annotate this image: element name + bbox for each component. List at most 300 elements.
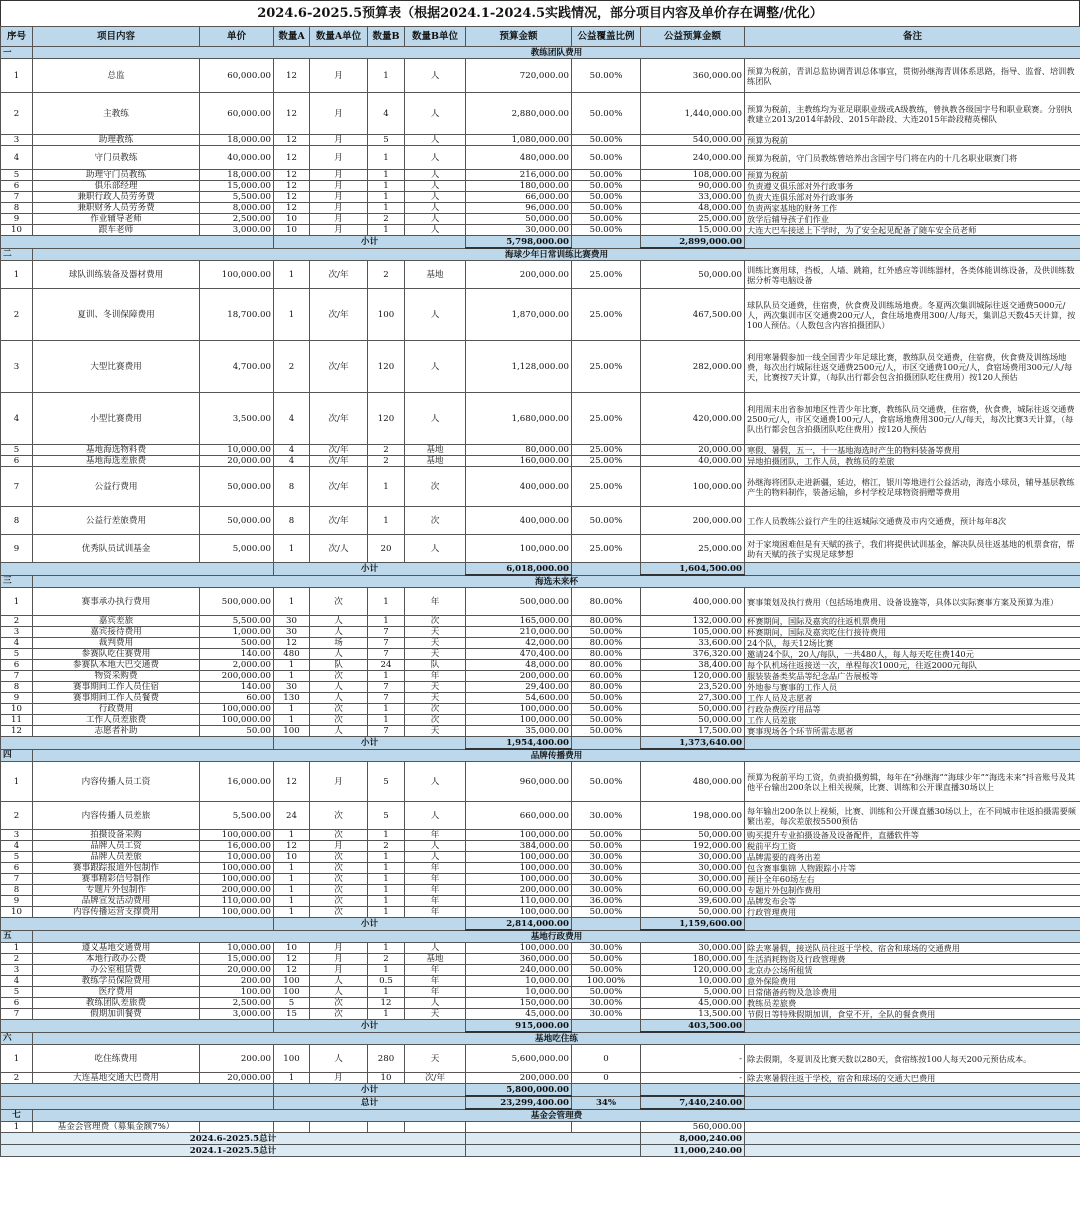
row-note: 行政管理费用 — [745, 907, 1080, 918]
row-qty-b: 2 — [368, 214, 405, 225]
table-row — [1, 907, 1080, 918]
row-price: 140.00 — [200, 682, 274, 693]
row-price: 18,000.00 — [200, 135, 274, 146]
table-row — [1, 1073, 1080, 1084]
row-ratio: 100.00% — [572, 976, 641, 987]
row-ratio: 50.00% — [572, 627, 641, 638]
table-row — [1, 289, 1080, 341]
row-unit-a: 人 — [310, 682, 368, 693]
row-price: 200,000.00 — [200, 671, 274, 682]
row-qty-b: 1 — [368, 192, 405, 203]
row-item: 基地海选差旅费 — [33, 456, 200, 467]
row-budget: 960,000.00 — [466, 762, 572, 802]
row-price: 5,500.00 — [200, 802, 274, 830]
row-unit-a: 月 — [310, 192, 368, 203]
row-note: 工作人员差旅 — [745, 715, 1080, 726]
row-qty-b: 2 — [368, 445, 405, 456]
row-unit-b: 人 — [405, 146, 466, 170]
row-budget: 500,000.00 — [466, 588, 572, 616]
row-price: 18,000.00 — [200, 170, 274, 181]
section-number: 六 — [1, 1032, 33, 1045]
row-note: 赛事策划及执行费用（包括场地费用、设备设施等，具体以实际赛事方案及预算为准） — [745, 588, 1080, 616]
row-item: 兼职行政人员劳务费 — [33, 192, 200, 203]
row-unit-a: 月 — [310, 214, 368, 225]
row-public-budget: 10,000.00 — [641, 976, 745, 987]
row-unit-a: 月 — [310, 225, 368, 236]
row-item: 参赛队吃住赛费用 — [33, 649, 200, 660]
row-number: 9 — [1, 535, 33, 563]
row-public-budget: 20,000.00 — [641, 445, 745, 456]
subtotal-label: 小计 — [274, 1084, 466, 1097]
row-unit-b: 人 — [405, 802, 466, 830]
row-budget: 50,000.00 — [466, 214, 572, 225]
row-qty-a: 10 — [274, 852, 310, 863]
row-note: 意外保险费用 — [745, 976, 1080, 987]
row-price: 40,000.00 — [200, 146, 274, 170]
table-row — [1, 715, 1080, 726]
subtotal-note — [745, 918, 1080, 931]
table-row — [1, 507, 1080, 535]
section-number: 七 — [1, 1109, 33, 1122]
row-qty-a: 12 — [274, 93, 310, 135]
row-qty-b: 1 — [368, 896, 405, 907]
row-item: 赛事跟踪报道外包制作 — [33, 863, 200, 874]
table-row — [1, 146, 1080, 170]
row-price: 10,000.00 — [200, 445, 274, 456]
row-unit-b: 人 — [405, 535, 466, 563]
row-unit-b: 年 — [405, 671, 466, 682]
table-row — [1, 588, 1080, 616]
subtotal-public-budget: 2,899,000.00 — [641, 236, 745, 249]
row-price: 200,000.00 — [200, 885, 274, 896]
row-ratio: 50.00% — [572, 704, 641, 715]
row-qty-a: 130 — [274, 693, 310, 704]
row-number: 7 — [1, 467, 33, 507]
row-qty-a: 8 — [274, 507, 310, 535]
table-row — [1, 704, 1080, 715]
row-number: 4 — [1, 393, 33, 445]
section-title: 基金会管理费 — [33, 1109, 1080, 1122]
row-qty-a: 12 — [274, 638, 310, 649]
row-ratio: 50.00% — [572, 192, 641, 203]
row-qty-b: 1 — [368, 507, 405, 535]
row-note: 预计全年60场左右 — [745, 874, 1080, 885]
row-public-budget: 33,000.00 — [641, 192, 745, 203]
subtotal-row — [1, 737, 1080, 750]
row-note: 日常储备药物及急诊费用 — [745, 987, 1080, 998]
row-budget: 35,000.00 — [466, 726, 572, 737]
row-unit-a: 月 — [310, 93, 368, 135]
row-ratio: 80.00% — [572, 638, 641, 649]
row-ratio — [572, 1122, 641, 1133]
row-unit-b: 次 — [405, 715, 466, 726]
table-row — [1, 467, 1080, 507]
row-unit-a: 次/年 — [310, 445, 368, 456]
table-row — [1, 59, 1080, 93]
subtotal-row — [1, 563, 1080, 576]
row-qty-a: 12 — [274, 181, 310, 192]
row-note: 放学后辅导孩子们作业 — [745, 214, 1080, 225]
row-item: 品牌人员工资 — [33, 841, 200, 852]
row-number: 12 — [1, 726, 33, 737]
row-unit-a: 人 — [310, 649, 368, 660]
row-ratio: 25.00% — [572, 445, 641, 456]
row-unit-a: 月 — [310, 841, 368, 852]
row-budget: 100,000.00 — [466, 704, 572, 715]
row-note: 利用周末出省参加地区性青少年比赛，教练队员交通费，住宿费，伙食费，城际往返交通费2500元/人，市区交通费100元/人，食宿场地费用300元/人/每天，每次比赛3天计算，（每队出行都会包含拍摄团队吃住费用）按120人预估 — [745, 393, 1080, 445]
table-row — [1, 135, 1080, 146]
row-budget: 100,000.00 — [466, 852, 572, 863]
row-unit-b: 天 — [405, 638, 466, 649]
row-public-budget: 240,000.00 — [641, 146, 745, 170]
row-item: 工作人员差旅费 — [33, 715, 200, 726]
row-number: 1 — [1, 261, 33, 289]
row-price: 100.00 — [200, 987, 274, 998]
row-qty-b: 1 — [368, 704, 405, 715]
row-item: 赛事精彩信号制作 — [33, 874, 200, 885]
row-number: 5 — [1, 445, 33, 456]
row-item: 赛事期间工作人员住宿 — [33, 682, 200, 693]
row-note: 品牌发布会等 — [745, 896, 1080, 907]
row-number: 6 — [1, 660, 33, 671]
subtotal-spacer — [1, 236, 274, 249]
row-unit-b: 人 — [405, 393, 466, 445]
section-number: 三 — [1, 575, 33, 588]
section-header — [1, 749, 1080, 762]
row-qty-b: 1 — [368, 907, 405, 918]
row-note: 工作人员及志愿者 — [745, 693, 1080, 704]
row-qty-a: 12 — [274, 135, 310, 146]
subtotal-budget: 915,000.00 — [466, 1020, 572, 1033]
row-public-budget: 50,000.00 — [641, 907, 745, 918]
row-qty-a: 12 — [274, 170, 310, 181]
row-number: 10 — [1, 907, 33, 918]
row-unit-a: 次/人 — [310, 535, 368, 563]
row-ratio: 50.00% — [572, 225, 641, 236]
row-note: 每个队机场往返接送一次，单程每次1000元，往返2000元每队 — [745, 660, 1080, 671]
row-note: 预算为税前，主教练均为亚足联职业级或A级教练，曾执教各级国字号和职业联赛。分别执教建立2013/2014年龄段、2015年龄段、大连2015年龄段精英梯队 — [745, 93, 1080, 135]
grand-total-label: 2024.6-2025.5总计 — [1, 1133, 466, 1145]
section-number: 五 — [1, 930, 33, 943]
row-public-budget: 420,000.00 — [641, 393, 745, 445]
row-budget: 200,000.00 — [466, 671, 572, 682]
row-note: 北京办公场所租赁 — [745, 965, 1080, 976]
row-unit-a: 人 — [310, 616, 368, 627]
section-title: 海选未来杯 — [33, 575, 1080, 588]
row-ratio: 50.00% — [572, 830, 641, 841]
row-public-budget: 60,000.00 — [641, 885, 745, 896]
row-number: 10 — [1, 225, 33, 236]
row-number: 1 — [1, 943, 33, 954]
subtotal-ratio — [572, 918, 641, 931]
section-title: 海球少年日常训练比赛费用 — [33, 248, 1080, 261]
row-qty-b: 1 — [368, 671, 405, 682]
row-public-budget: 17,500.00 — [641, 726, 745, 737]
row-unit-b: 人 — [405, 170, 466, 181]
row-public-budget: 480,000.00 — [641, 762, 745, 802]
row-budget: 360,000.00 — [466, 954, 572, 965]
table-row — [1, 726, 1080, 737]
section-header — [1, 1109, 1080, 1122]
row-unit-a: 人 — [310, 693, 368, 704]
row-qty-b: 1 — [368, 203, 405, 214]
row-item: 主教练 — [33, 93, 200, 135]
row-unit-a: 月 — [310, 181, 368, 192]
row-item: 物资采购费 — [33, 671, 200, 682]
row-unit-a: 次/年 — [310, 467, 368, 507]
row-price: 10,000.00 — [200, 943, 274, 954]
row-budget: 160,000.00 — [466, 456, 572, 467]
row-item: 助理守门员教练 — [33, 170, 200, 181]
row-price: 20,000.00 — [200, 456, 274, 467]
grand-total-spacer — [466, 1145, 641, 1157]
row-qty-b: 24 — [368, 660, 405, 671]
row-qty-a: 30 — [274, 682, 310, 693]
row-qty-b: 7 — [368, 649, 405, 660]
table-row — [1, 393, 1080, 445]
grand-total-note — [745, 1145, 1080, 1157]
row-qty-b: 2 — [368, 261, 405, 289]
grand-total-note — [745, 1133, 1080, 1145]
row-price: 200.00 — [200, 976, 274, 987]
table-row — [1, 1122, 1080, 1133]
row-unit-b: 年 — [405, 830, 466, 841]
header-no: 序号 — [1, 27, 33, 47]
row-public-budget: 40,000.00 — [641, 456, 745, 467]
row-ratio: 30.00% — [572, 885, 641, 896]
row-budget: 42,000.00 — [466, 638, 572, 649]
row-budget: 100,000.00 — [466, 874, 572, 885]
section-title: 基地吃住练 — [33, 1032, 1080, 1045]
row-note: 每年输出200条以上视频，比赛、训练和公开课直播30场以上，在不同城市往返拍摄需要频繁出差，每次差旅按5500预估 — [745, 802, 1080, 830]
row-item: 球队训练装备及器材费用 — [33, 261, 200, 289]
row-number: 2 — [1, 616, 33, 627]
row-unit-a: 月 — [310, 146, 368, 170]
row-unit-a: 次 — [310, 830, 368, 841]
row-number: 6 — [1, 998, 33, 1009]
row-item: 夏训、冬训保障费用 — [33, 289, 200, 341]
row-qty-b: 1 — [368, 874, 405, 885]
table-row — [1, 830, 1080, 841]
row-note: 预算为税前 — [745, 135, 1080, 146]
row-ratio: 25.00% — [572, 535, 641, 563]
row-unit-a: 月 — [310, 965, 368, 976]
row-qty-b: 1 — [368, 616, 405, 627]
row-number: 5 — [1, 852, 33, 863]
row-item: 大型比赛费用 — [33, 341, 200, 393]
row-number: 7 — [1, 192, 33, 203]
row-unit-b: 年 — [405, 874, 466, 885]
row-note: 预算为税前，青训总监协调青训总体事宜，贯彻孙继海青训体系思路，指导、监督、培训教练团队 — [745, 59, 1080, 93]
row-price: 2,500.00 — [200, 214, 274, 225]
row-item: 裁判费用 — [33, 638, 200, 649]
table-row — [1, 627, 1080, 638]
row-price: 16,000.00 — [200, 762, 274, 802]
row-unit-a: 次/年 — [310, 289, 368, 341]
row-qty-a: 1 — [274, 863, 310, 874]
row-number: 4 — [1, 841, 33, 852]
row-qty-a: 1 — [274, 261, 310, 289]
row-price: 15,000.00 — [200, 181, 274, 192]
row-price: 3,000.00 — [200, 225, 274, 236]
row-number: 6 — [1, 181, 33, 192]
row-number: 6 — [1, 863, 33, 874]
subtotal-row — [1, 1020, 1080, 1033]
row-price: 3,500.00 — [200, 393, 274, 445]
row-note: 球队队员交通费，住宿费，伙食费及训练场地费。冬夏两次集训城际往返交通费5000元/人，两次集训市区交通费200元/人，食住场地费用300/人/每天，集训总天数45天计算，按100人预估。（人数包含内容拍摄团队） — [745, 289, 1080, 341]
row-note: 负责大连俱乐部对外行政事务 — [745, 192, 1080, 203]
row-item: 医疗费用 — [33, 987, 200, 998]
table-row — [1, 341, 1080, 393]
row-qty-a: 12 — [274, 762, 310, 802]
row-public-budget: 45,000.00 — [641, 998, 745, 1009]
header-public: 公益预算金额 — [641, 27, 745, 47]
subtotal-ratio — [572, 236, 641, 249]
row-price: 60,000.00 — [200, 93, 274, 135]
subtotal-public-budget — [641, 1084, 745, 1097]
row-ratio: 30.00% — [572, 874, 641, 885]
row-public-budget: 282,000.00 — [641, 341, 745, 393]
row-note: 专题片外包制作费用 — [745, 885, 1080, 896]
row-ratio: 30.00% — [572, 1009, 641, 1020]
row-item: 内容传播人员差旅 — [33, 802, 200, 830]
grand-total-spacer — [466, 1133, 641, 1145]
row-number: 8 — [1, 885, 33, 896]
row-qty-b: 1 — [368, 467, 405, 507]
subtotal-label: 小计 — [274, 236, 466, 249]
subtotal-label: 小计 — [274, 737, 466, 750]
row-price: 100,000.00 — [200, 863, 274, 874]
row-note: 预算为税前平均工资，负责拍摄剪辑，每年在“孙继海”“海球少年”“海选未来”抖音账号及其他平台输出200条以上相关视频，比赛、训练和公开课直播30场以上 — [745, 762, 1080, 802]
table-row — [1, 874, 1080, 885]
row-price: 50.00 — [200, 726, 274, 737]
row-note: 对于家境困难但是有天赋的孩子，我们将提供试训基金，解决队员往返基地的机票食宿，帮助有天赋的孩子实现足球梦想 — [745, 535, 1080, 563]
row-price: 50,000.00 — [200, 467, 274, 507]
row-qty-a: 1 — [274, 874, 310, 885]
row-unit-b: 人 — [405, 289, 466, 341]
row-unit-b: 年 — [405, 907, 466, 918]
row-public-budget: 30,000.00 — [641, 874, 745, 885]
row-qty-a: 100 — [274, 726, 310, 737]
row-qty-b: 100 — [368, 289, 405, 341]
row-unit-b: 年 — [405, 896, 466, 907]
table-row — [1, 841, 1080, 852]
row-budget: 200,000.00 — [466, 885, 572, 896]
row-ratio: 25.00% — [572, 393, 641, 445]
row-qty-a: 1 — [274, 704, 310, 715]
subtotal-label: 小计 — [274, 918, 466, 931]
row-budget: 110,000.00 — [466, 896, 572, 907]
subtotal-row — [1, 236, 1080, 249]
row-price: 50,000.00 — [200, 507, 274, 535]
row-public-budget: 200,000.00 — [641, 507, 745, 535]
row-qty-b: 1 — [368, 59, 405, 93]
row-budget: 54,600.00 — [466, 693, 572, 704]
row-price — [200, 1122, 274, 1133]
row-public-budget: 467,500.00 — [641, 289, 745, 341]
row-note: 工作人员教练公益行产生的往返城际交通费及市内交通费，预计每年8次 — [745, 507, 1080, 535]
row-price: 1,000.00 — [200, 627, 274, 638]
row-ratio: 80.00% — [572, 649, 641, 660]
row-unit-a: 月 — [310, 954, 368, 965]
row-public-budget: 540,000.00 — [641, 135, 745, 146]
row-public-budget: 192,000.00 — [641, 841, 745, 852]
table-row — [1, 93, 1080, 135]
row-price: 60.00 — [200, 693, 274, 704]
row-ub — [405, 1122, 466, 1133]
row-unit-a: 次 — [310, 1009, 368, 1020]
row-price: 100,000.00 — [200, 874, 274, 885]
subtotal-row — [1, 918, 1080, 931]
table-row — [1, 181, 1080, 192]
row-public-budget: 33,600.00 — [641, 638, 745, 649]
row-qty-b: 1 — [368, 852, 405, 863]
row-unit-b: 队 — [405, 660, 466, 671]
row-qty-b: 5 — [368, 135, 405, 146]
row-note: 教练员差旅费 — [745, 998, 1080, 1009]
total-label: 总计 — [274, 1096, 466, 1109]
row-unit-b: 人 — [405, 59, 466, 93]
row-unit-b: 年 — [405, 987, 466, 998]
table-row — [1, 638, 1080, 649]
row-ratio: 50.00% — [572, 954, 641, 965]
row-qty-b: 1 — [368, 965, 405, 976]
row-qty-a: 10 — [274, 214, 310, 225]
row-item: 嘉宾接待费用 — [33, 627, 200, 638]
row-budget — [466, 1122, 572, 1133]
row-note: 节假日等特殊假期加训，食堂不开，全队的餐食费用 — [745, 1009, 1080, 1020]
row-unit-a: 次 — [310, 874, 368, 885]
row-ratio: 30.00% — [572, 852, 641, 863]
row-unit-a: 月 — [310, 203, 368, 214]
row-public-budget: - — [641, 1073, 745, 1084]
row-budget: 2,880,000.00 — [466, 93, 572, 135]
row-number: 4 — [1, 638, 33, 649]
row-qa — [274, 1122, 310, 1133]
row-note: 购买提升专业拍摄设备及设备配件，直播软件等 — [745, 830, 1080, 841]
row-budget: 29,400.00 — [466, 682, 572, 693]
row-item: 助理教练 — [33, 135, 200, 146]
subtotal-spacer — [1, 563, 274, 576]
header-price: 单价 — [200, 27, 274, 47]
table-row — [1, 616, 1080, 627]
row-qty-b: 1 — [368, 943, 405, 954]
row-qty-a: 1 — [274, 715, 310, 726]
row-public-budget: 180,000.00 — [641, 954, 745, 965]
row-number: 7 — [1, 874, 33, 885]
row-public-budget: 50,000.00 — [641, 830, 745, 841]
row-qty-a: 12 — [274, 192, 310, 203]
subtotal-label: 小计 — [274, 1020, 466, 1033]
row-unit-a: 人 — [310, 976, 368, 987]
table-row — [1, 261, 1080, 289]
row-qty-a: 100 — [274, 976, 310, 987]
row-qty-a: 4 — [274, 456, 310, 467]
budget-table — [0, 26, 1080, 1157]
row-budget: 96,000.00 — [466, 203, 572, 214]
row-budget: 5,600,000.00 — [466, 1045, 572, 1073]
grand-total-label: 2024.1-2025.5总计 — [1, 1145, 466, 1157]
row-public-budget: 90,000.00 — [641, 181, 745, 192]
row-budget: 45,000.00 — [466, 1009, 572, 1020]
header-item: 项目内容 — [33, 27, 200, 47]
subtotal-spacer — [1, 918, 274, 931]
row-qty-a: 1 — [274, 660, 310, 671]
row-qty-b: 5 — [368, 762, 405, 802]
row-ratio: 50.00% — [572, 715, 641, 726]
row-item: 教练团队差旅费 — [33, 998, 200, 1009]
row-budget: 48,000.00 — [466, 660, 572, 671]
